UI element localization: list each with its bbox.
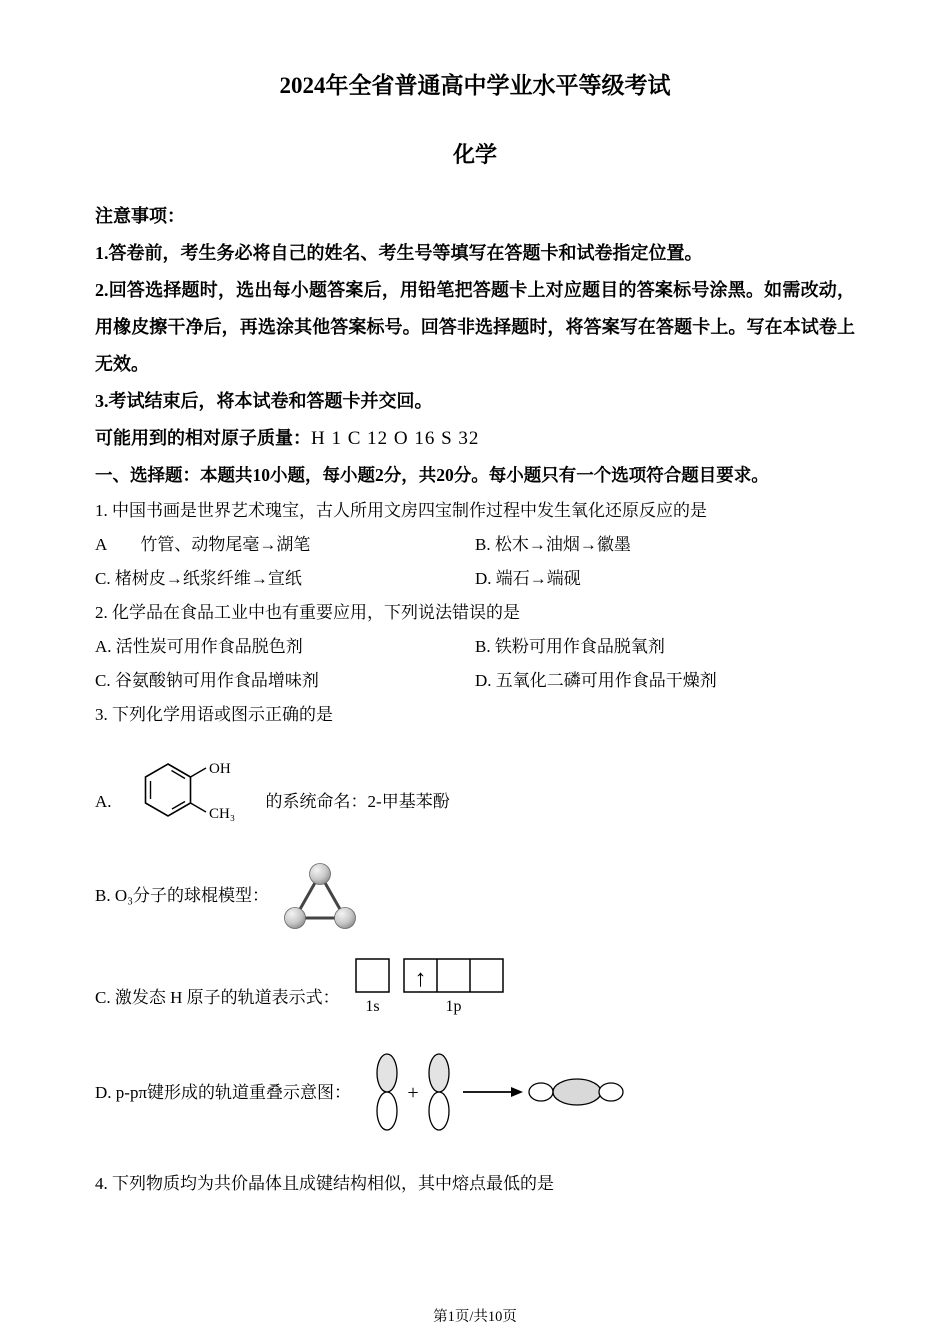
notice-item-3: 3.考试结束后，将本试卷和答题卡并交回。	[95, 391, 433, 411]
page-footer: 第1页/共10页	[433, 1309, 517, 1325]
section-1-heading: 一、选择题：本题共10小题，每小题2分，共20分。每小题只有一个选项符合题目要求。	[95, 465, 769, 485]
exam-title: 2024年全省普通高中学业水平等级考试	[279, 73, 671, 98]
q3-option-d-label: D. p-pπ键形成的轨道重叠示意图：	[95, 1083, 352, 1102]
atomic-masses-label: 可能用到的相对原子质量：	[95, 428, 311, 448]
atomic-masses-values: H 1 C 12 O 16 S 32	[311, 428, 480, 449]
q3-option-b-label: B. O₃分子的球棍模型：	[95, 886, 270, 905]
q1-option-a: A 竹管、动物尾毫→湖笔	[95, 535, 311, 554]
q3-option-a-text: 的系统命名：2-甲基苯酚	[265, 792, 450, 811]
q2-option-a: A. 活性炭可用作食品脱色剂	[95, 637, 303, 656]
subject-title: 化学	[452, 142, 497, 167]
q3-option-a-label: A.	[95, 792, 112, 811]
notice-item-1: 1.答卷前，考生务必将自己的姓名、考生号等填写在答题卡和试卷指定位置。	[95, 243, 703, 263]
question-2-options-row-2	[95, 664, 855, 698]
q1-option-c: C. 楮树皮→纸浆纤维→宣纸	[95, 569, 302, 588]
orbital-label-1p: 1p	[445, 998, 462, 1015]
question-1-options-row-1	[95, 528, 855, 562]
orbital-label-1s: 1s	[365, 998, 380, 1015]
hydroxyl-label: OH	[208, 761, 231, 777]
q3-option-c	[95, 955, 855, 1015]
q2-option-d: D. 五氧化二磷可用作食品干燥剂	[475, 671, 717, 690]
plus-sign: +	[407, 1082, 419, 1104]
question-2-stem: 2. 化学品在食品工业中也有重要应用，下列说法错误的是	[95, 603, 520, 622]
electron-arrow: ↑	[414, 966, 427, 992]
q3-option-c-label: C. 激发态 H 原子的轨道表示式：	[95, 988, 340, 1007]
question-2-options-row-1	[95, 630, 855, 664]
phenol-structure-diagram	[126, 744, 256, 829]
notice-item-2: 2.回答选择题时，选出每小题答案后，用铅笔把答题卡上对应题目的答案标号涂黑。如需改动，用橡皮擦干净后，再选涂其他答案标号。回答非选择题时，将答案写在答题卡上。写在本试卷上无效。	[95, 280, 855, 374]
q3-option-a	[95, 744, 855, 829]
q1-option-d: D. 端石→端砚	[475, 569, 581, 588]
q3-option-d	[95, 1045, 855, 1141]
orbital-box-diagram	[354, 955, 529, 1015]
question-4-stem: 4. 下列物质均为共价晶体且成键结构相似，其中熔点最低的是	[95, 1174, 554, 1193]
oxygen-atom-ball	[310, 864, 331, 885]
question-1-options-row-2	[95, 562, 855, 596]
oxygen-atom-ball	[335, 908, 356, 929]
question-3-stem: 3. 下列化学用语或图示正确的是	[95, 705, 333, 724]
question-1-stem: 1. 中国书画是世界艺术瑰宝，古人所用文房四宝制作过程中发生氧化还原反应的是	[95, 501, 707, 520]
methyl-label: CH₃	[208, 806, 235, 822]
orbital-overlap-diagram	[363, 1045, 633, 1141]
oxygen-atom-ball	[285, 908, 306, 929]
notices-heading: 注意事项：	[95, 206, 185, 226]
q2-option-c: C. 谷氨酸钠可用作食品增味剂	[95, 671, 319, 690]
ozone-ball-stick-model	[279, 859, 361, 933]
q2-option-b: B. 铁粉可用作食品脱氧剂	[475, 637, 665, 656]
atomic-masses-line	[95, 420, 855, 457]
q3-option-b	[95, 859, 855, 933]
q1-option-b: B. 松木→油烟→徽墨	[475, 535, 631, 554]
